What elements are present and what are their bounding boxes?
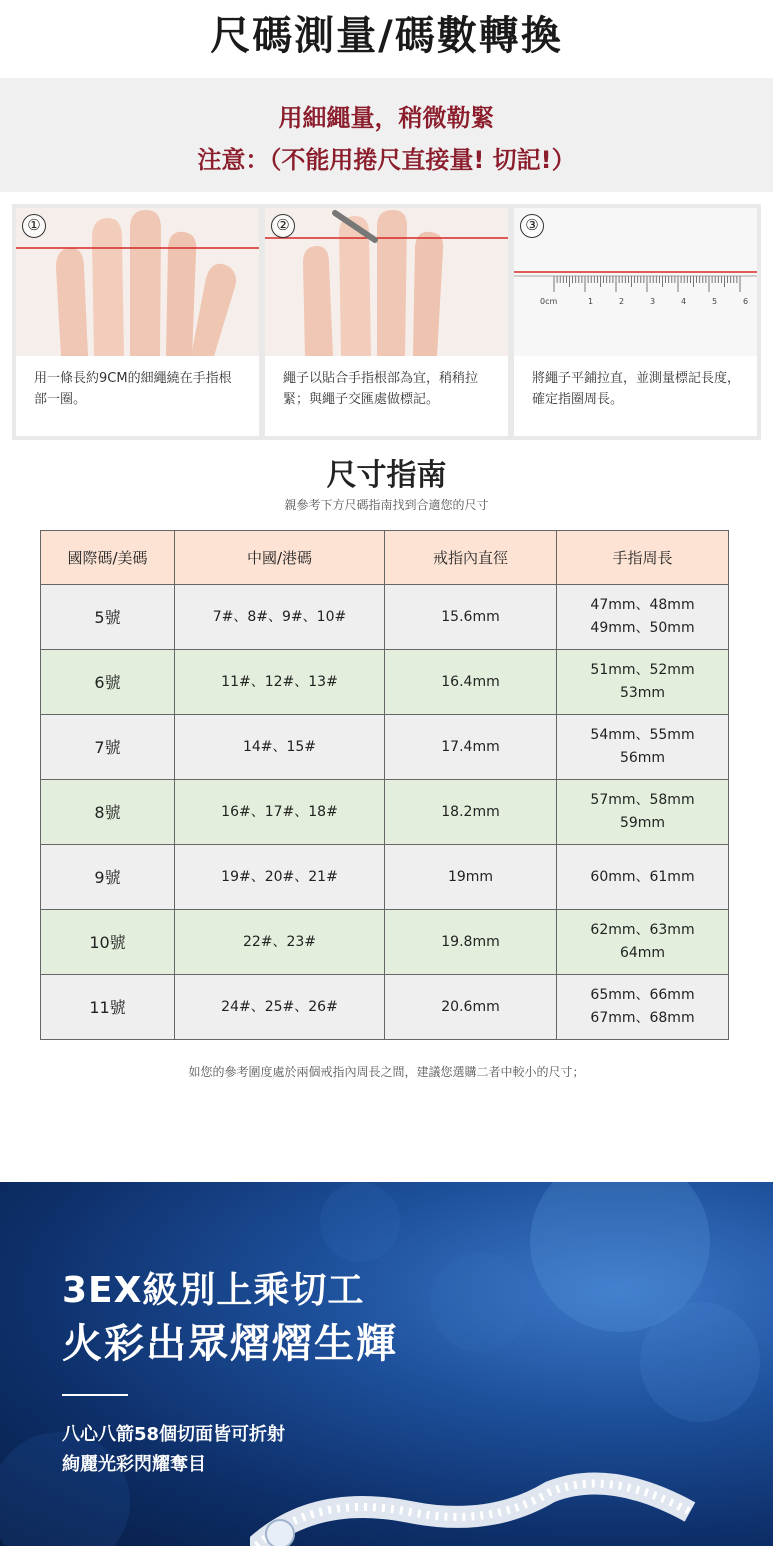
step-3-text: 將繩子平鋪拉直，並測量標記長度，確定指圈周長。 [532, 371, 741, 407]
circumference-cell [557, 780, 729, 845]
circumference-line-1: 65mm、66mm [590, 987, 695, 1003]
diameter-cell: 19.8mm [385, 910, 557, 975]
cn-size-cell: 19#、20#、21# [175, 845, 385, 910]
diameter-cell: 16.4mm [385, 650, 557, 715]
diameter-cell: 18.2mm [385, 780, 557, 845]
ruler-label: 2 [619, 297, 625, 306]
size-cell: 9號 [41, 845, 175, 910]
circumference-line-2: 49mm、50mm [590, 620, 695, 636]
step-2 [265, 208, 508, 436]
ruler-label: 0cm [540, 297, 558, 306]
circumference-line-1: 57mm、58mm [590, 792, 695, 808]
table-row [41, 845, 729, 910]
table-header-row [41, 531, 729, 585]
circumference-line-2: 53mm [619, 685, 666, 701]
circumference-cell [557, 910, 729, 975]
diameter-cell: 20.6mm [385, 975, 557, 1040]
header-circumference: 手指周長 [557, 531, 729, 585]
circumference-line-2: 59mm [619, 815, 666, 831]
hand-illustration [16, 208, 259, 356]
circumference-line-1: 51mm、52mm [590, 662, 695, 678]
diameter-cell: 15.6mm [385, 585, 557, 650]
step-3 [514, 208, 757, 436]
ruler-label: 3 [650, 297, 656, 306]
table-row [41, 650, 729, 715]
size-cell: 7號 [41, 715, 175, 780]
ruler-label: 1 [588, 297, 594, 306]
size-table [40, 530, 729, 1040]
step-3-image [514, 208, 757, 356]
header-diameter: 戒指內直徑 [385, 531, 557, 585]
table-row [41, 585, 729, 650]
ruler-label: 6 [743, 297, 749, 306]
circumference-line-2: 67mm、68mm [590, 1010, 695, 1026]
cn-size-cell: 22#、23# [175, 910, 385, 975]
cn-size-cell: 24#、25#、26# [175, 975, 385, 1040]
step-1 [16, 208, 259, 436]
step-2-text: 繩子以貼合手指根部為宜，稍稍拉緊；與繩子交匯處做標記。 [283, 371, 479, 407]
notice-line-1: 用細繩量，稍微勒緊 [278, 104, 495, 132]
size-footnote: 如您的參考圍度處於兩個戒指內周長之間，建議您選購二者中較小的尺寸； [188, 1065, 585, 1079]
size-cell: 8號 [41, 780, 175, 845]
promo-banner [0, 1182, 773, 1546]
circumference-line-2: 56mm [619, 750, 666, 766]
circumference-line-1: 54mm、55mm [590, 727, 695, 743]
size-cell: 11號 [41, 975, 175, 1040]
size-cell: 6號 [41, 650, 175, 715]
measure-steps [12, 204, 761, 440]
circumference-cell [557, 650, 729, 715]
table-row [41, 715, 729, 780]
cn-size-cell: 7#、8#、9#、10# [175, 585, 385, 650]
promo-divider [62, 1394, 128, 1396]
circumference-line-1: 62mm、63mm [590, 922, 695, 938]
circumference-cell [557, 715, 729, 780]
step-2-image [265, 208, 508, 356]
hand-with-pen-illustration [265, 208, 508, 356]
size-cell: 5號 [41, 585, 175, 650]
title-band [0, 0, 773, 78]
promo-line-1: 八心八箭58個切面皆可折射 [62, 1424, 286, 1445]
notice-line-2: 注意：（不能用捲尺直接量! 切記!） [197, 146, 576, 174]
step-3-number: ③ [520, 214, 544, 238]
size-guide-title: 尺寸指南 [326, 458, 447, 493]
header-cn-size: 中國/港碼 [175, 531, 385, 585]
ruler-label: 5 [712, 297, 718, 306]
ruler-label: 4 [681, 297, 687, 306]
promo-line-2: 絢麗光彩閃耀奪目 [62, 1454, 206, 1475]
size-guide-subtitle: 親參考下方尺碼指南找到合適您的尺寸 [284, 498, 489, 512]
cn-size-cell: 14#、15# [175, 715, 385, 780]
promo-heading-2: 火彩出眾熠熠生輝 [62, 1321, 398, 1367]
step-1-image [16, 208, 259, 356]
size-cell: 10號 [41, 910, 175, 975]
diameter-cell: 17.4mm [385, 715, 557, 780]
step-1-text: 用一條長約9CM的細繩繞在手指根部一圈。 [34, 371, 232, 407]
diameter-cell: 19mm [385, 845, 557, 910]
step-1-number: ① [22, 214, 46, 238]
circumference-line-1: 60mm、61mm [590, 868, 695, 885]
circumference-cell [557, 845, 729, 910]
table-row [41, 910, 729, 975]
circumference-cell [557, 975, 729, 1040]
table-row [41, 780, 729, 845]
notice-band [0, 78, 773, 192]
cn-size-cell: 11#、12#、13# [175, 650, 385, 715]
circumference-line-2: 64mm [619, 945, 666, 961]
cn-size-cell: 16#、17#、18# [175, 780, 385, 845]
promo-heading-1: 3EX級別上乘切工 [62, 1270, 365, 1311]
diamond-ring-image [250, 1472, 710, 1546]
table-row [41, 975, 729, 1040]
header-intl-size: 國際碼/美碼 [41, 531, 175, 585]
circumference-line-1: 47mm、48mm [590, 597, 695, 613]
ruler-illustration [514, 208, 757, 356]
circumference-cell [557, 585, 729, 650]
page-title: 尺碼測量/碼數轉換 [210, 13, 563, 59]
step-2-number: ② [271, 214, 295, 238]
